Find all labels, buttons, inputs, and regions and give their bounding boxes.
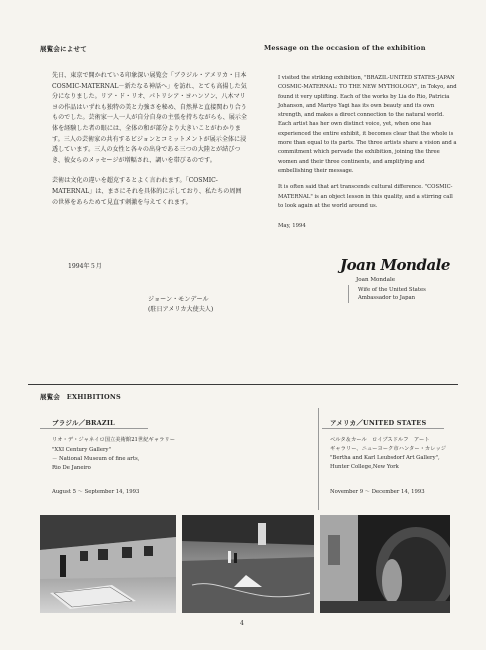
brazil-venue-en-1: "XXI Century Gallery" <box>52 447 111 453</box>
exhibition-photo-brazil-2 <box>182 515 314 613</box>
usa-underline <box>322 428 444 429</box>
exhibition-photo-usa <box>320 515 450 613</box>
usa-venue-en-2: Hunter College,New York <box>330 464 399 470</box>
page-number: 4 <box>240 620 244 627</box>
en-paragraph-1: I visited the striking exhibition, "BRAZIL-UNITED STATES-JAPAN COSMIC-MATERNAL: TO THE NEW MYTHOLOGY", in Tokyo, and found it very uplifting. Each of the works by Lia do Rio, Patricia Johanson, and Mariyo Yagi has its own beauty and its own strength, and makes a direct connection to the natural world. Each artist has her own distinct voice, yet, when one has experienced the entire exhibit, it becomes clear that the whole is more than equal to its parts. The three artists share a vision and a commitment which pervade the exhibition, joining the three women and their three continents, and amplifying and embellishing their message. <box>278 75 457 174</box>
en-message-body <box>278 74 458 211</box>
exhibitions-heading: 展覧会 EXHIBITIONS <box>40 393 121 401</box>
column-separator <box>318 408 319 510</box>
brazil-venue-en-3: Rio De Janeiro <box>52 465 91 471</box>
brazil-label: ブラジル／BRAZIL <box>52 419 115 427</box>
en-signature-title-2: Ambassador to Japan <box>358 295 416 301</box>
en-paragraph-2: It is often said that art transcends cultural difference. "COSMIC-MATERNAL" is an object lesson in this quality, and a stirring call to look again at the world around us. <box>278 184 453 209</box>
jp-paragraph-2: 芸術は文化の違いを超克するとよく言われます。「COSMIC-MATERNAL」は、まさにそれを具体的に示しており、私たちの周囲の世界をあらためて見直す刺激を与えてくれます。 <box>52 177 242 206</box>
usa-dates: November 9 ～ December 14, 1993 <box>330 489 425 495</box>
brazil-venue-jp: リオ・デ・ジャネイロ国立美術館21世紀ギャラリー <box>52 437 176 443</box>
usa-venue-jp-2: ギャラリー、ニューヨーク市ハンター・カレッジ <box>330 446 447 452</box>
jp-paragraph-1: 先日、東京で開かれている印象深い展覧会「ブラジル・アメリカ・日本 COSMIC-MATERNAL－新たなる神話へ」を訪れ、とても高揚した気分になりました。リア・ド・リオ、パトリシア・ヨハンソン、八木マリヨの作品はいずれも独特の美と力強さを秘め、自然界と直接関わり合うものでした。芸術家一人一人が自分自身の主張を持ちながらも、展示全体を経験した者の眼には、全体の和が部分より大きいことがわかります。三人の芸術家の共有するビジョンとコミットメントが展示全体に浸透しています。三人の女性と各々の出身である三つの大陸とが結びつき、彼女らのメッセージが増幅され、調いを帯びるのです。 <box>52 72 247 164</box>
en-message-heading: Message on the occasion of the exhibition <box>264 44 426 52</box>
jp-date: 1994年５月 <box>68 263 102 270</box>
brazil-venue-en-2: － National Museum of fine arts, <box>52 456 140 462</box>
signature-bracket <box>348 285 349 303</box>
exhibition-photo-brazil-1 <box>40 515 176 613</box>
jp-message-body <box>52 71 247 208</box>
usa-venue-jp-1: ベルタ＆カール ロイブスドルフ アート <box>330 437 430 443</box>
jp-message-heading: 展覧会によせて <box>40 45 87 53</box>
usa-venue-en-1: "Bertha and Karl Leubsdorf Art Gallery", <box>330 455 440 461</box>
brazil-underline <box>40 428 148 429</box>
usa-label: アメリカ／UNITED STATES <box>330 419 427 427</box>
jp-signature-title: (駐日アメリカ大使夫人) <box>148 306 214 313</box>
jp-signature-name: ジョーン・モンデール <box>148 296 209 303</box>
en-signature-title-1: Wife of the United States <box>358 287 426 293</box>
en-signature-name: Joan Mondale <box>356 277 396 283</box>
brazil-dates: August 5 ～ September 14, 1993 <box>52 489 140 495</box>
en-date: May, 1994 <box>278 223 306 229</box>
handwritten-signature: Joan Mondale <box>340 256 450 274</box>
section-divider <box>28 384 458 385</box>
